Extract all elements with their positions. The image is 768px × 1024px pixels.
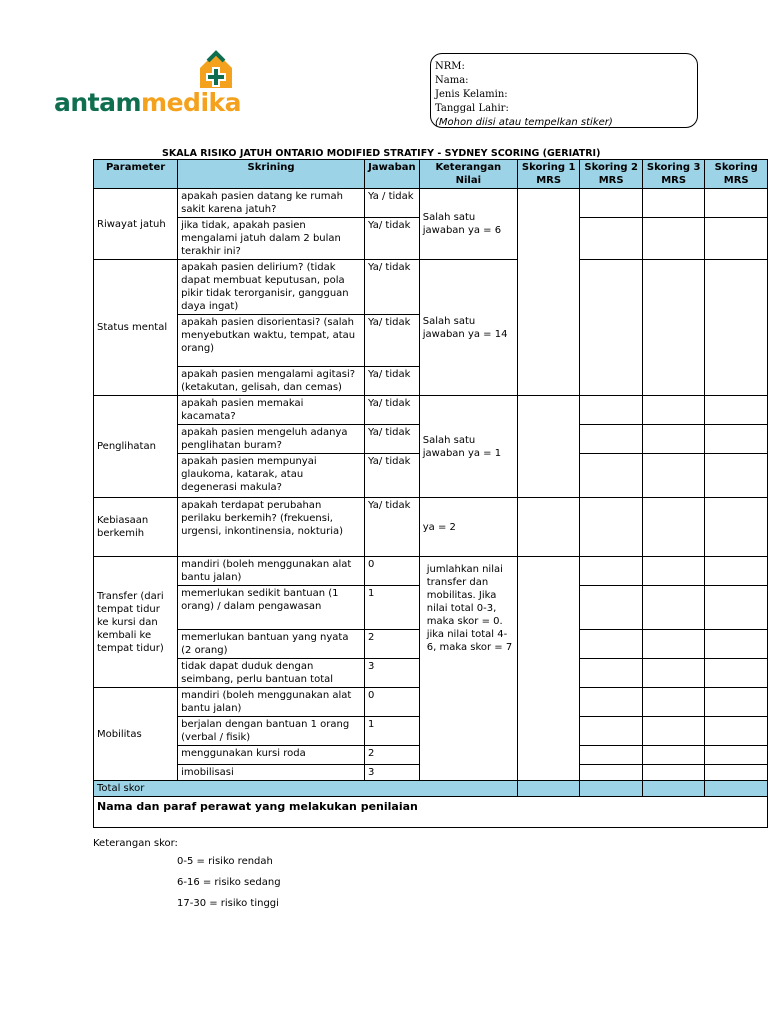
score-4-cell[interactable] xyxy=(705,688,768,717)
score-4-cell[interactable] xyxy=(705,454,768,498)
keterangan-penglihatan: Salah satu jawaban ya = 1 xyxy=(419,396,517,498)
answer-cell[interactable]: Ya/ tidak xyxy=(364,315,419,367)
total-score-2[interactable] xyxy=(580,781,643,797)
score-4-cell[interactable] xyxy=(705,765,768,781)
question-cell: tidak dapat duduk dengan seimbang, perlu bantuan total xyxy=(178,659,365,688)
question-cell: berjalan dengan bantuan 1 orang (verbal / fisik) xyxy=(178,717,365,746)
table-row xyxy=(94,498,768,557)
total-row xyxy=(94,781,768,797)
param-status-mental: Status mental xyxy=(94,260,178,396)
score-1-cell[interactable] xyxy=(517,189,580,396)
question-cell: memerlukan sedikit bantuan (1 orang) / dalam pengawasan xyxy=(178,586,365,630)
score-4-cell[interactable] xyxy=(705,218,768,260)
question-cell: apakah pasien datang ke rumah sakit karena jatuh? xyxy=(178,189,365,218)
answer-cell[interactable]: Ya/ tidak xyxy=(364,260,419,315)
score-3-cell[interactable] xyxy=(642,189,705,218)
score-2-cell[interactable] xyxy=(580,717,643,746)
legend-item-high: 17-30 = risiko tinggi xyxy=(177,898,279,909)
total-score-4[interactable] xyxy=(705,781,768,797)
score-2-cell[interactable] xyxy=(580,396,643,425)
score-3-cell[interactable] xyxy=(642,717,705,746)
patient-info-box xyxy=(430,53,698,128)
answer-cell[interactable]: 0 xyxy=(364,557,419,586)
signature-label[interactable]: Nama dan paraf perawat yang melakukan penilaian xyxy=(94,797,768,828)
header-keterangan: Keterangan Nilai xyxy=(419,160,517,189)
answer-cell[interactable]: 1 xyxy=(364,586,419,630)
header-skoring-1: Skoring 1 MRS xyxy=(517,160,580,189)
score-1-cell[interactable] xyxy=(517,498,580,557)
answer-cell[interactable]: 3 xyxy=(364,765,419,781)
fall-risk-table xyxy=(93,159,768,828)
score-3-cell[interactable] xyxy=(642,659,705,688)
score-2-cell[interactable] xyxy=(580,260,643,396)
table-row xyxy=(94,189,768,218)
question-cell: apakah pasien mempunyai glaukoma, katarak, atau degenerasi makula? xyxy=(178,454,365,498)
score-4-cell[interactable] xyxy=(705,425,768,454)
answer-cell[interactable]: 3 xyxy=(364,659,419,688)
score-3-cell[interactable] xyxy=(642,454,705,498)
birthdate-label: Tanggal Lahir: xyxy=(435,103,509,114)
question-cell: apakah pasien delirium? (tidak dapat membuat keputusan, pola pikir tidak terorganisir, gangguan daya ingat) xyxy=(178,260,365,315)
question-cell: mandiri (boleh menggunakan alat bantu jalan) xyxy=(178,557,365,586)
question-cell: memerlukan bantuan yang nyata (2 orang) xyxy=(178,630,365,659)
score-2-cell[interactable] xyxy=(580,557,643,586)
total-label: Total skor xyxy=(94,781,518,797)
question-cell: apakah pasien mengeluh adanya penglihatan buram? xyxy=(178,425,365,454)
keterangan-riwayat-jatuh: Salah satu jawaban ya = 6 xyxy=(419,189,517,260)
table-row xyxy=(94,396,768,425)
question-cell: apakah pasien memakai kacamata? xyxy=(178,396,365,425)
question-cell: menggunakan kursi roda xyxy=(178,746,365,765)
logo-wordmark: antammedika xyxy=(54,88,242,117)
question-cell: imobilisasi xyxy=(178,765,365,781)
question-cell: mandiri (boleh menggunakan alat bantu jalan) xyxy=(178,688,365,717)
score-4-cell[interactable] xyxy=(705,659,768,688)
answer-cell[interactable]: Ya/ tidak xyxy=(364,425,419,454)
score-3-cell[interactable] xyxy=(642,260,705,396)
legend-item-low: 0-5 = risiko rendah xyxy=(177,856,273,867)
score-2-cell[interactable] xyxy=(580,498,643,557)
signature-row xyxy=(94,797,768,828)
header-skoring-4: Skoring MRS xyxy=(705,160,768,189)
score-3-cell[interactable] xyxy=(642,586,705,630)
keterangan-status-mental: Salah satu jawaban ya = 14 xyxy=(419,260,517,396)
score-1-cell[interactable] xyxy=(517,557,580,781)
score-3-cell[interactable] xyxy=(642,557,705,586)
hospital-cross-icon xyxy=(196,48,236,90)
param-kebiasaan-berkemih: Kebiasaan berkemih xyxy=(94,498,178,557)
table-header-row xyxy=(94,160,768,189)
score-2-cell[interactable] xyxy=(580,189,643,218)
score-3-cell[interactable] xyxy=(642,746,705,765)
answer-cell[interactable]: Ya/ tidak xyxy=(364,454,419,498)
table-row xyxy=(94,557,768,586)
table-row xyxy=(94,260,768,315)
score-4-cell[interactable] xyxy=(705,630,768,659)
legend-title: Keterangan skor: xyxy=(93,838,178,849)
answer-cell[interactable]: 2 xyxy=(364,630,419,659)
score-4-cell[interactable] xyxy=(705,396,768,425)
name-label: Nama: xyxy=(435,75,469,86)
score-3-cell[interactable] xyxy=(642,396,705,425)
score-2-cell[interactable] xyxy=(580,659,643,688)
answer-cell[interactable]: Ya/ tidak xyxy=(364,367,419,396)
score-2-cell[interactable] xyxy=(580,688,643,717)
answer-cell[interactable]: 2 xyxy=(364,746,419,765)
answer-cell[interactable]: Ya/ tidak xyxy=(364,218,419,260)
header-parameter: Parameter xyxy=(94,160,178,189)
score-3-cell[interactable] xyxy=(642,630,705,659)
score-2-cell[interactable] xyxy=(580,630,643,659)
header-jawaban: Jawaban xyxy=(364,160,419,189)
answer-cell[interactable]: Ya / tidak xyxy=(364,189,419,218)
score-3-cell[interactable] xyxy=(642,425,705,454)
answer-cell[interactable]: 1 xyxy=(364,717,419,746)
score-3-cell[interactable] xyxy=(642,765,705,781)
total-score-1[interactable] xyxy=(517,781,580,797)
param-transfer: Transfer (dari tempat tidur ke kursi dan kembali ke tempat tidur) xyxy=(94,557,178,688)
score-2-cell[interactable] xyxy=(580,425,643,454)
score-4-cell[interactable] xyxy=(705,189,768,218)
score-2-cell[interactable] xyxy=(580,218,643,260)
total-score-3[interactable] xyxy=(642,781,705,797)
param-riwayat-jatuh: Riwayat jatuh xyxy=(94,189,178,260)
score-4-cell[interactable] xyxy=(705,557,768,586)
param-mobilitas: Mobilitas xyxy=(94,688,178,781)
form-title: SKALA RISIKO JATUH ONTARIO MODIFIED STRATIFY - SYDNEY SCORING (GERIATRI) xyxy=(162,148,601,159)
score-2-cell[interactable] xyxy=(580,746,643,765)
answer-cell[interactable]: Ya/ tidak xyxy=(364,396,419,425)
header-skoring-3: Skoring 3 MRS xyxy=(642,160,705,189)
antam-medika-logo xyxy=(54,48,264,118)
score-2-cell[interactable] xyxy=(580,765,643,781)
question-cell: apakah pasien mengalami agitasi? (ketakutan, gelisah, dan cemas) xyxy=(178,367,365,396)
sticker-note: (Mohon diisi atau tempelkan stiker) xyxy=(435,117,613,128)
header-skoring-2: Skoring 2 MRS xyxy=(580,160,643,189)
question-cell: apakah terdapat perubahan perilaku berkemih? (frekuensi, urgensi, inkontinensia, nokturia) xyxy=(178,498,365,557)
score-1-cell[interactable] xyxy=(517,396,580,498)
keterangan-transfer-mobilitas: jumlahkan nilai transfer dan mobilitas. Jika nilai total 0-3, maka skor = 0. jika nilai total 4-6, maka skor = 7 xyxy=(419,557,517,781)
score-3-cell[interactable] xyxy=(642,218,705,260)
score-4-cell[interactable] xyxy=(705,498,768,557)
score-4-cell[interactable] xyxy=(705,717,768,746)
score-2-cell[interactable] xyxy=(580,586,643,630)
nrm-label: NRM: xyxy=(435,61,465,72)
answer-cell[interactable]: 0 xyxy=(364,688,419,717)
keterangan-kebiasaan-berkemih: ya = 2 xyxy=(419,498,517,557)
score-4-cell[interactable] xyxy=(705,746,768,765)
score-4-cell[interactable] xyxy=(705,260,768,396)
score-3-cell[interactable] xyxy=(642,688,705,717)
question-cell: apakah pasien disorientasi? (salah menyebutkan waktu, tempat, atau orang) xyxy=(178,315,365,367)
score-4-cell[interactable] xyxy=(705,586,768,630)
score-3-cell[interactable] xyxy=(642,498,705,557)
score-2-cell[interactable] xyxy=(580,454,643,498)
question-cell: jika tidak, apakah pasien mengalami jatuh dalam 2 bulan terakhir ini? xyxy=(178,218,365,260)
header-skrining: Skrining xyxy=(178,160,365,189)
param-penglihatan: Penglihatan xyxy=(94,396,178,498)
legend-item-medium: 6-16 = risiko sedang xyxy=(177,877,281,888)
answer-cell[interactable]: Ya/ tidak xyxy=(364,498,419,557)
gender-label: Jenis Kelamin: xyxy=(435,89,508,100)
